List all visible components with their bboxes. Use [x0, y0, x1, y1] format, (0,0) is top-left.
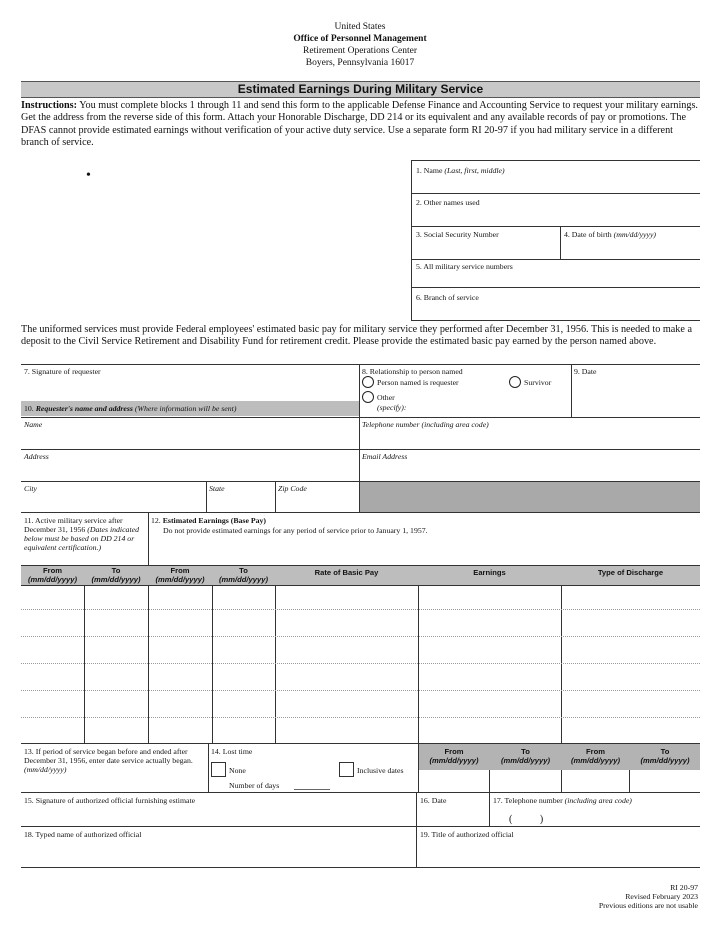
field-10-name[interactable]: Name [24, 420, 43, 429]
col-12-to: To (mm/dd/yyyy) [219, 566, 268, 584]
col-12-from: From (mm/dd/yyyy) [155, 566, 205, 584]
field-11-label: 11. Active military service after December 31, 1956 (Dates indicated below must be based on DD 214 or equivalent certification.) [24, 516, 139, 552]
col-14-to-1: To (mm/dd/yyyy) [501, 747, 550, 765]
agency-name: Office of Personnel Management [293, 34, 427, 44]
field-19-title[interactable]: 19. Title of authorized official [420, 830, 514, 839]
field-14-days-label: Number of days [229, 781, 280, 790]
field-15-signature[interactable]: 15. Signature of authorized official furnishing estimate [24, 796, 196, 805]
field-9-date[interactable]: 9. Date [574, 367, 597, 376]
instructions-text: You must complete blocks 1 through 11 and send this form to the applicable Defense Finance and Accounting Service to request your military earnings. Get the address from the reverse side of this form. Attach your Honorable Discharge, DD 214 or its equivalent and any available records of pay or promotions. The DFAS cannot provide estimated earnings without verification of your active duty service. Use a separate form RI 20-97 if you had military service in a different branch of service. [21, 100, 698, 149]
field-16-date[interactable]: 16. Date [420, 796, 447, 805]
checkbox-inclusive-label: Inclusive dates [357, 766, 404, 775]
field-12-note: Do not provide estimated earnings for any period of service prior to January 1, 1957. [163, 526, 428, 535]
radio-other[interactable] [362, 391, 374, 403]
footer-previous-editions: Previous editions are not usable [598, 901, 698, 910]
footer-form-number: RI 20-97 [670, 883, 698, 892]
col-14-from-1: From (mm/dd/yyyy) [429, 747, 479, 765]
field-10-email[interactable]: Email Address [362, 452, 408, 461]
field-10-zip[interactable]: Zip Code [278, 484, 307, 493]
radio-person-named-label: Person named is requester [377, 378, 459, 387]
field-8-relationship-label: 8. Relationship to person named [362, 367, 463, 376]
radio-other-label: Other [377, 393, 395, 402]
col-rate: Rate of Basic Pay [314, 568, 379, 577]
col-14-from-2: From (mm/dd/yyyy) [571, 747, 620, 765]
field-3-ssn[interactable]: 3. Social Security Number [416, 230, 499, 239]
field-10-phone[interactable]: Telephone number (including area code) [362, 420, 489, 429]
checkbox-none[interactable] [211, 762, 226, 777]
radio-other-specify: (specify): [377, 403, 407, 412]
field-10-city[interactable]: City [24, 484, 37, 493]
field-17-phone[interactable]: 17. Telephone number (including area code) [493, 796, 632, 805]
field-17-area-code: ( ) [509, 814, 544, 825]
field-14-label: 14. Lost time [211, 747, 253, 756]
field-7-signature[interactable]: 7. Signature of requester [24, 367, 101, 376]
field-10-state[interactable]: State [209, 484, 225, 493]
field-5-service-numbers[interactable]: 5. All military service numbers [416, 262, 513, 271]
field-1-name[interactable]: 1. Name (Last, first, middle) [416, 166, 505, 175]
col-11-to: To (mm/dd/yyyy) [91, 566, 141, 584]
col-14-to-2: To (mm/dd/yyyy) [640, 747, 690, 765]
field-4-dob[interactable]: 4. Date of birth (mm/dd/yyyy) [564, 230, 657, 239]
radio-person-named[interactable] [362, 376, 374, 388]
radio-survivor[interactable] [509, 376, 521, 388]
uniformed-services-text: The uniformed services must provide Federal employees' estimated basic pay for military service they performed after December 31, 1956. This is needed to make a deposit to the Civil Service Retirement and Disability Fund for retirement credit. Please provide the estimated basic pay earned by the person named above. [21, 324, 692, 348]
field-14-days-line[interactable] [294, 789, 330, 790]
checkbox-none-label: None [229, 766, 246, 775]
field-2-other-names[interactable]: 2. Other names used [416, 198, 480, 207]
field-13-label: 13. If period of service began before and ended after December 31, 1956, enter date service actually began. (mm/dd/yyyy) [24, 747, 193, 774]
agency-country: United States [334, 22, 386, 32]
col-earnings: Earnings [473, 568, 506, 577]
agency-address: Boyers, Pennsylvania 16017 [305, 58, 415, 68]
instructions [21, 100, 701, 150]
col-11-from: From (mm/dd/yyyy) [28, 566, 77, 584]
field-10-address[interactable]: Address [24, 452, 49, 461]
agency-center: Retirement Operations Center [303, 46, 417, 56]
field-18-typed-name[interactable]: 18. Typed name of authorized official [24, 830, 142, 839]
col-discharge: Type of Discharge [597, 568, 664, 577]
field-10-header: 10. Requester's name and address (Where information will be sent) [24, 404, 237, 413]
instructions-label: Instructions: [21, 100, 78, 111]
field-6-branch[interactable]: 6. Branch of service [416, 293, 479, 302]
form-title: Estimated Earnings During Military Service [21, 81, 700, 98]
field-12-header: 12. Estimated Earnings (Base Pay) [151, 516, 267, 525]
checkbox-inclusive[interactable] [339, 762, 354, 777]
bullet-mark: • [86, 168, 91, 183]
radio-survivor-label: Survivor [524, 378, 552, 387]
footer-revised: Revised February 2023 [625, 892, 698, 901]
